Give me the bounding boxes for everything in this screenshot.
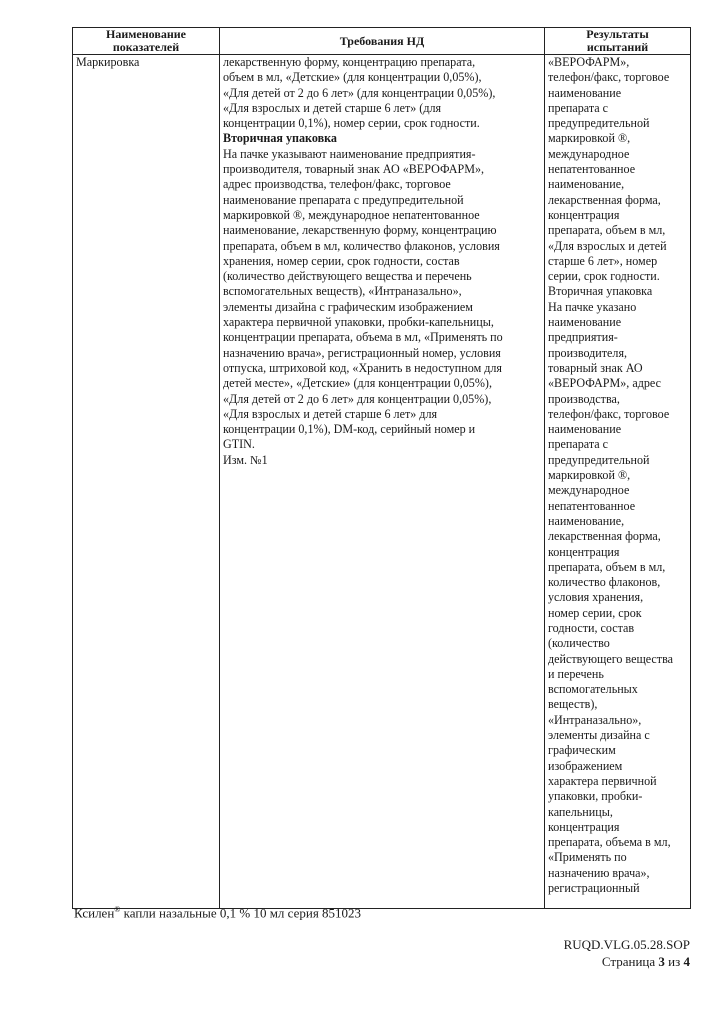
requirements-line: «Для детей от 2 до 6 лет» для концентрации 0,05%),	[223, 391, 492, 406]
results-line: международное	[548, 146, 630, 161]
requirements-line: препарата, объем в мл, количество флаконов, условия	[223, 238, 500, 253]
results-cell	[545, 55, 691, 909]
results-line: (количество	[548, 636, 610, 651]
results-line: производителя,	[548, 345, 628, 360]
results-line: капельницы,	[548, 804, 613, 819]
results-line: маркировкой ®,	[548, 468, 631, 483]
results-line: изображением	[548, 758, 623, 773]
header-results-line1: Результаты	[586, 27, 649, 41]
results-line: элементы дизайна с	[548, 728, 650, 743]
results-line: «Применять по	[548, 850, 627, 865]
requirements-cell	[220, 55, 545, 909]
results-line: серии, срок годности.	[548, 269, 660, 284]
header-indicator-line2: показателей	[112, 40, 180, 54]
results-line: номер серии, срок	[548, 605, 642, 620]
requirements-line: элементы дизайна с графическим изображением	[223, 299, 473, 314]
results-line: непатентованное	[548, 162, 636, 177]
results-line: телефон/факс, торговое	[548, 70, 670, 85]
results-line: наименование	[548, 315, 622, 330]
results-line: препарата с	[548, 437, 609, 452]
requirements-line: (количество действующего вещества и перечень	[223, 269, 472, 284]
results-line: концентрация	[548, 819, 620, 834]
results-line: количество флаконов,	[548, 575, 661, 590]
results-line: непатентованное	[548, 498, 636, 513]
results-line: телефон/факс, торговое	[548, 406, 670, 421]
results-line: «ВЕРОФАРМ», адрес	[548, 376, 661, 391]
results-line: На пачке указано	[548, 299, 637, 314]
results-line: «Для взрослых и детей	[548, 238, 667, 253]
results-line: старше 6 лет», номер	[548, 253, 658, 268]
requirements-line: «Для взрослых и детей старше 6 лет» (для	[223, 100, 442, 115]
product-description: капли назальные 0,1 % 10 мл серия 851023	[120, 905, 362, 921]
results-line: препарата, объем в мл,	[548, 223, 666, 238]
document-code: RUQD.VLG.05.28.SOP	[563, 937, 690, 952]
page-total: 4	[683, 954, 690, 969]
page-number	[602, 954, 690, 970]
results-line: «Интраназально»,	[548, 712, 642, 727]
indicator-cell	[73, 55, 220, 909]
requirements-line: маркировкой ®, международное непатентованное	[223, 207, 480, 222]
product-footer	[74, 905, 361, 921]
requirements-line: «Для детей от 2 до 6 лет» (для концентрации 0,05%),	[223, 85, 496, 100]
test-results-table	[72, 27, 691, 909]
header-results-line2: испытаний	[586, 40, 649, 54]
results-line: предупредительной	[548, 452, 650, 467]
results-line: «ВЕРОФАРМ»,	[548, 55, 630, 69]
requirements-line: характера первичной упаковки, пробки-капельницы,	[223, 315, 494, 330]
results-line: назначению врача»,	[548, 865, 650, 880]
requirements-line: детей месте», «Детские» (для концентрации 0,05%),	[223, 376, 492, 391]
header-requirements	[220, 28, 545, 55]
header-indicator	[73, 28, 220, 55]
results-line: и перечень	[548, 666, 604, 681]
requirements-line: «Для взрослых и детей старше 6 лет» для	[223, 406, 438, 421]
header-indicator-line1: Наименование	[106, 27, 186, 41]
results-line: Вторичная упаковка	[548, 284, 653, 299]
results-line: предупредительной	[548, 116, 650, 131]
requirements-line: вспомогательных веществ), «Интраназально»,	[223, 284, 462, 299]
results-line: графическим	[548, 743, 616, 758]
results-line: годности, состав	[548, 620, 635, 635]
results-line: наименование,	[548, 513, 625, 528]
requirements-line: отпуска, штриховой код, «Хранить в недоступном для	[223, 360, 502, 375]
results-line: производства,	[548, 391, 620, 406]
results-line: маркировкой ®,	[548, 131, 631, 146]
requirements-line: лекарственную форму, концентрацию препарата,	[223, 55, 476, 69]
requirements-line: концентрации 0,1%), DM-код, серийный номер и	[223, 422, 476, 437]
table-header-row	[73, 28, 691, 55]
results-line: концентрация	[548, 544, 620, 559]
results-line: наименование	[548, 422, 622, 437]
requirements-line: GTIN.	[223, 437, 255, 452]
results-line: условия хранения,	[548, 590, 644, 605]
results-line: наименование,	[548, 177, 625, 192]
product-name: Ксилен	[74, 905, 115, 921]
results-line: товарный знак АО	[548, 360, 643, 375]
page-middle: из	[664, 954, 684, 969]
results-line: лекарственная форма,	[548, 192, 661, 207]
requirements-line: производителя, товарный знак АО «ВЕРОФАРМ»,	[223, 162, 485, 177]
requirements-line: концентрации 0,1%), номер серии, срок годности.	[223, 116, 480, 131]
results-line: характера первичной	[548, 773, 657, 788]
results-line: наименование	[548, 85, 622, 100]
requirements-line: На пачке указывают наименование предприятия-	[223, 146, 476, 161]
requirements-line: хранения, номер серии, срок годности, состав	[223, 253, 460, 268]
requirements-line: наименование, лекарственную форму, концентрацию	[223, 223, 497, 238]
results-line: действующего вещества	[548, 651, 673, 666]
results-line: упаковки, пробки-	[548, 789, 643, 804]
results-line: вспомогательных	[548, 682, 638, 697]
results-line: препарата с	[548, 100, 609, 115]
indicator-name: Маркировка	[76, 55, 140, 69]
requirements-line: объем в мл, «Детские» (для концентрации 0,05%),	[223, 70, 482, 85]
results-line: концентрация	[548, 207, 620, 222]
header-requirements-label: Требования НД	[339, 33, 425, 48]
results-line: лекарственная форма,	[548, 529, 661, 544]
requirements-line: Вторичная упаковка	[223, 131, 337, 146]
table-row	[73, 55, 691, 909]
requirements-line: адрес производства, телефон/факс, торговое	[223, 177, 451, 192]
results-line: регистрационный	[548, 881, 640, 896]
page-prefix: Страница	[601, 954, 659, 969]
results-line: веществ),	[548, 697, 598, 712]
requirements-line: наименование препарата с предупредительной	[223, 192, 464, 207]
results-line: препарата, объема в мл,	[548, 835, 671, 850]
page-current: 3	[658, 954, 665, 969]
registered-mark: ®	[114, 905, 121, 914]
results-line: международное	[548, 483, 630, 498]
requirements-line: Изм. №1	[223, 452, 268, 467]
results-line: предприятия-	[548, 330, 618, 345]
results-line: препарата, объем в мл,	[548, 559, 666, 574]
header-results	[545, 28, 691, 55]
requirements-line: концентрации препарата, объема в мл, «Применять по	[223, 330, 503, 345]
requirements-line: назначению врача», регистрационный номер, условия	[223, 345, 501, 360]
